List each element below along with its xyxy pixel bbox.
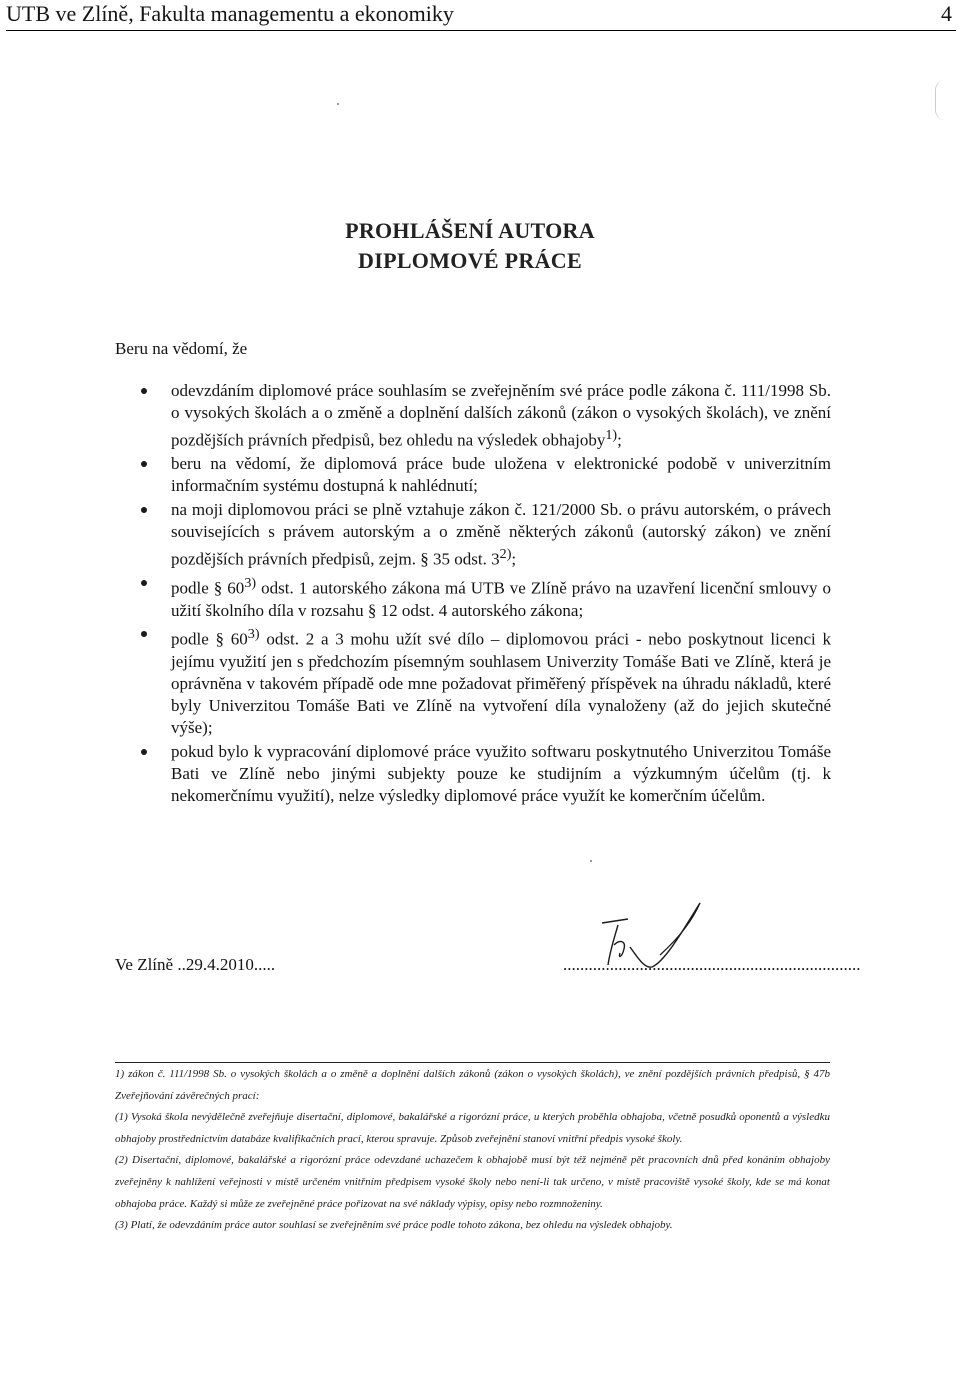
handwritten-signature xyxy=(590,895,710,973)
declaration-points xyxy=(171,380,831,808)
page-number: 4 xyxy=(941,1,952,26)
declaration-point xyxy=(171,623,831,740)
declaration-title-line2: DIPLOMOVÉ PRÁCE xyxy=(358,248,582,273)
scan-edge-mark xyxy=(935,80,950,120)
header-title: UTB ve Zlíně, Fakulta managementu a ekonomiky xyxy=(6,1,454,26)
footnote-ref: 1) xyxy=(605,427,618,444)
footnote-ref: 3) xyxy=(244,574,257,591)
declaration-title-line1: PROHLÁŠENÍ AUTORA xyxy=(345,218,595,243)
footnotes xyxy=(115,1062,830,1237)
signature-line: ...................................................................... xyxy=(563,955,861,974)
footnote-3: (2) Disertační, diplomové, bakalářské a rigorózní práce odevzdané uchazečem k obhajobě musí být též nejméně pět pracovních dnů před konáním obhajoby zveřejněny k nahlížení veřejnosti v místě určeném vnitřním předpisem vysoké školy nebo není-li tak určeno, v místě pracoviště vysoké školy, kde se má konat obhajoba práce. Každý si může ze zveřejněné práce pořizovat na své náklady výpisy, opisy nebo rozmnoženiny. xyxy=(115,1154,830,1210)
footnote-2: (1) Vysoká škola nevýdělečně zveřejňuje disertační, diplomové, bakalářské a rigorózní práce, u kterých proběhla obhajoba, včetně posudků oponentů a výsledku obhajoby prostřednictvím databáze kvalifikačních prací, kterou spravuje. Způsob zveřejnění stanoví vnitřní předpis vysoké školy. xyxy=(115,1111,830,1145)
declaration-point xyxy=(171,741,831,808)
point-text: podle § 60 xyxy=(171,629,248,649)
place-date: Ve Zlíně ..29.4.2010..... xyxy=(115,955,276,974)
scan-speck xyxy=(590,860,592,862)
point-text: beru na vědomí, že diplomová práce bude uložena v elektronické podobě v univerzitním informačním systému dostupná k nahlédnutí; xyxy=(171,454,831,496)
point-text-after: ; xyxy=(511,549,517,569)
footnote-4: (3) Platí, že odevzdáním práce autor souhlasí se zveřejněním své práce podle tohoto zákona, bez ohledu na výsledek obhajoby. xyxy=(115,1219,673,1232)
page-header xyxy=(6,0,956,31)
point-text: podle § 60 xyxy=(171,578,245,598)
declaration-point xyxy=(171,572,831,622)
declaration-intro: Beru na vědomí, že xyxy=(115,339,248,358)
point-text: odevzdáním diplomové práce souhlasím se zveřejněním své práce podle zákona č. 111/1998 Sb. o vysokých školách a o změně a doplnění dalších zákonů (zákon o vysokých školách), ve znění pozdějších právních předpisů, bez ohledu na výsledek obhajoby xyxy=(171,381,831,451)
point-text-after: odst. 2 a 3 mohu užít své dílo – diplomovou práci - nebo poskytnout licenci k jejímu využití jen s předchozím písemným souhlasem Univerzity Tomáše Bati ve Zlíně, která je oprávněna v takovém případě ode mne požadovat přiměřený příspěvek na úhradu nákladů, které byly Univerzitou Tomáše Bati ve Zlíně na vytvoření díla vynaloženy (až do jejich skutečné výše); xyxy=(171,629,831,738)
footnote-1: 1) zákon č. 111/1998 Sb. o vysokých školách a o změně a doplnění dalších zákonů (zákon o vysokých školách), ve znění pozdějších právních předpisů, § 47b Zveřejňování závěrečných prací: xyxy=(115,1068,830,1102)
declaration-point xyxy=(171,453,831,497)
declaration-point xyxy=(171,499,831,571)
footnote-ref: 3) xyxy=(247,626,260,642)
point-text-after: odst. 1 autorského zákona má UTB ve Zlíně právo na uzavření licenční smlouvy o užití školního díla v rozsahu § 12 odst. 4 autorského zákona; xyxy=(171,578,831,620)
point-text-after: ; xyxy=(617,431,622,451)
scan-speck xyxy=(337,103,339,105)
point-text: pokud bylo k vypracování diplomové práce využito softwaru poskytnutého Univerzitou Tomáše Bati ve Zlíně nebo jinými subjekty pouze ke studijním a výzkumným účelům (tj. k nekomerčnímu využití), nelze výsledky diplomové práce využít ke komerčním účelům. xyxy=(171,741,831,806)
footnote-ref: 2) xyxy=(499,546,512,563)
point-text: na moji diplomovou práci se plně vztahuje zákon č. 121/2000 Sb. o právu autorském, o právech souvisejících s právem autorským a o změně některých zákonů (autorský zákon) ve znění pozdějších právních předpisů, zejm. § 35 odst. 3 xyxy=(171,499,831,569)
declaration-title xyxy=(240,216,700,276)
declaration-point xyxy=(171,380,831,452)
